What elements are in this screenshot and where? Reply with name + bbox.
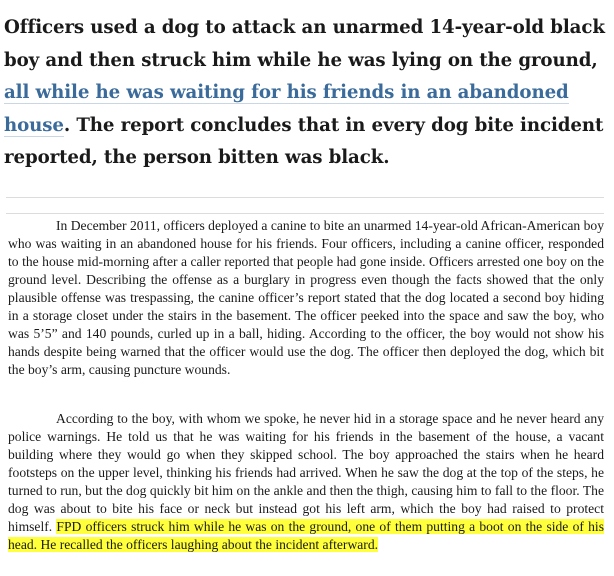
headline-link[interactable]: all while he was waiting for his friends in an abandoned house (4, 82, 569, 136)
excerpt-paragraph-1: In December 2011, officers deployed a canine to bite an unarmed 14-year-old African-American boy who was waiting in an abandoned house for his friends. Four officers, including a canine officer, responded to the house mid-morning after a caller reported that people had gone inside. Officers arrested one boy on the ground level. Describing the offense as a burglary in progress even though the facts showed that the only plausible offense was trespassing, the canine officer’s report stated that the dog located a second boy hiding in a storage closet under the stairs in the basement. The officer peeked into the space and saw the boy, who was 5’5” and 140 pounds, curled up in a ball, hiding. According to the officer, the boy would not show his hands despite being warned that the officer would use the dog. The officer then deployed the dog, which bit the boy’s arm, causing puncture wounds. (8, 218, 604, 377)
excerpt-highlighted-text: FPD officers struck him while he was on the ground, one of them putting a boot on the side of his head. He recalled the officers laughing about the incident afterward. (8, 519, 604, 552)
excerpt-paragraph-2 (8, 410, 604, 554)
article-headline (4, 12, 608, 175)
divider-top (6, 197, 604, 198)
report-excerpt-image (6, 214, 606, 576)
excerpt-paragraph-2-text: According to the boy, with whom we spoke, he never hid in a storage space and he never heard any police warnings. He told us that he was waiting for his friends in the basement of the house, a vacant building where they would go when they skipped school. The boy approached the stairs when he heard footsteps on the upper level, thinking his friends had arrived. When he saw the dog at the top of the steps, he turned to run, but the dog quickly bit him on the ankle and then the thigh, causing him to fall to the floor. The dog was about to bite his face or neck but instead got his left arm, which the boy had raised to protect himself. (8, 411, 604, 534)
headline-text-before-link: Officers used a dog to attack an unarmed 14-year-old black boy and then struck him while he was lying on the ground, (4, 17, 605, 71)
headline-text-after-link: . The report concludes that in every dog bite incident reported, the person bitten was black. (4, 114, 604, 168)
